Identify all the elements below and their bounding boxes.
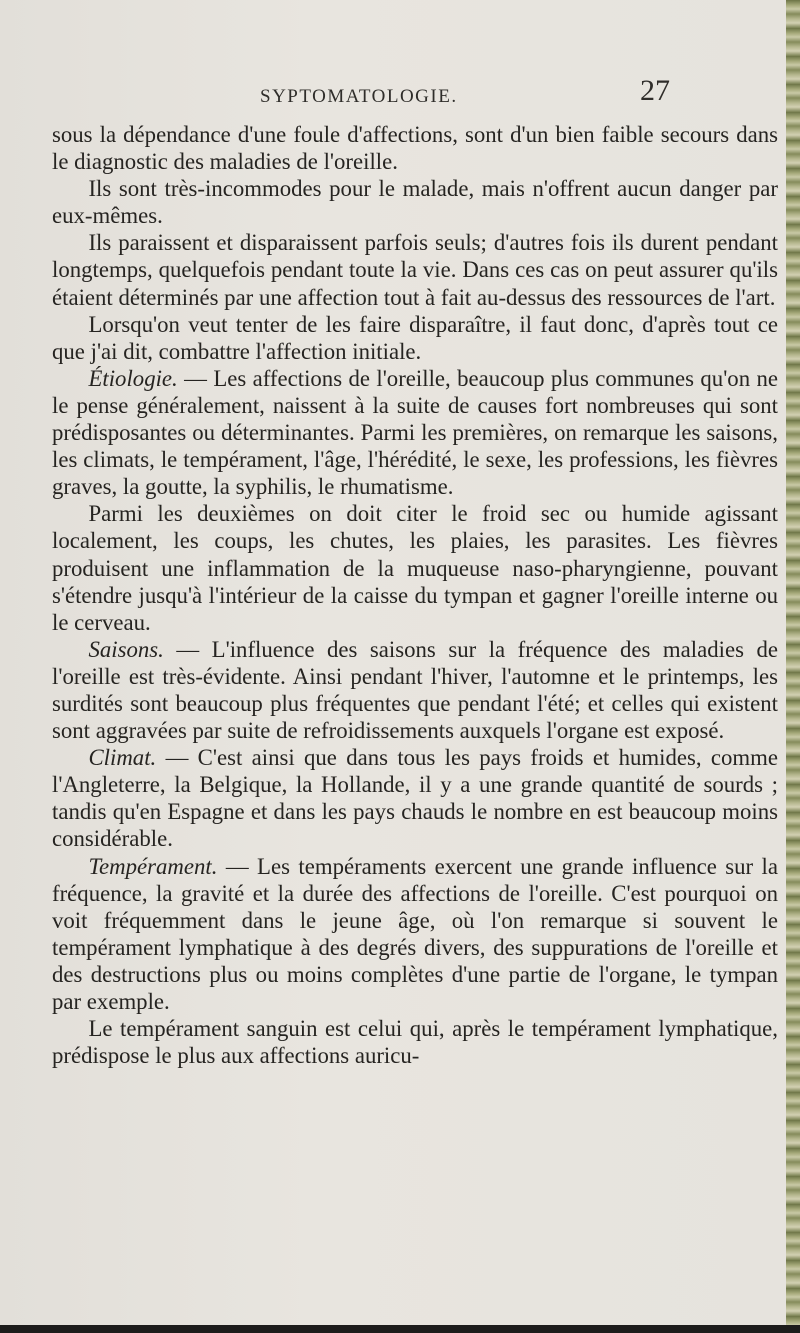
paragraph-3 (52, 229, 778, 310)
section-heading-climat: Climat. (88, 745, 157, 771)
paragraph-text: Parmi les deuxièmes on doit citer le froid sec ou humide agissant localement, les coups, les chutes, les plaies, les parasites. Les fièvres produisent une inflammation de la muqueuse naso-pharyngienne, pouvant s'étendre jusqu'à l'intérieur de la caisse du tympan et gagner l'oreille interne ou le cerveau. (52, 501, 778, 635)
paragraph-temperament (52, 853, 778, 1016)
paragraph-6 (52, 500, 778, 635)
paragraph-text: Ils paraissent et disparaissent parfois seuls; d'autres fois ils durent pendant longtemps, quelquefois pendant toute la vie. Dans ces cas on peut assurer qu'ils étaient déterminés par une affection tout à fait au-dessus des ressources de l'art. (52, 230, 778, 310)
section-heading-saisons: Saisons. (88, 636, 164, 662)
paragraph-text: Lorsqu'on veut tenter de les faire disparaître, il faut donc, d'après tout ce que j'ai dit, combattre l'affection initiale. (52, 311, 778, 364)
paragraph-1 (52, 121, 778, 175)
paragraph-saisons (52, 636, 778, 744)
paragraph-text: sous la dépendance d'une foule d'affections, sont d'un bien faible secours dans le diagnostic des maladies de l'oreille. (52, 122, 778, 175)
section-heading-temperament: Tempérament. (88, 853, 218, 879)
section-heading-etiologie: Étiologie. (88, 365, 178, 391)
paragraph-2 (52, 175, 778, 229)
paragraph-climat (52, 744, 778, 852)
body-text (52, 121, 778, 1069)
paragraph-text: — Les tempéraments exercent une grande influence sur la fréquence, la gravité et la durée des affections de l'oreille. C'est pourquoi on voit fréquemment dans le jeune âge, où l'on remarque si souvent le tempérament lymphatique à des degrés divers, des suppurations de l'oreille et des destructions plus ou moins complètes d'une partie de l'organe, le tympan par exemple. (52, 853, 778, 1014)
paragraph-4 (52, 311, 778, 365)
paragraph-text: Ils sont très-incommodes pour le malade, mais n'offrent aucun danger par eux-mêmes. (52, 176, 778, 229)
paragraph-etiologie (52, 365, 778, 500)
paragraph-text: Le tempérament sanguin est celui qui, après le tempérament lymphatique, prédispose le plus aux affections auricu- (52, 1016, 778, 1069)
paragraph-10 (52, 1015, 778, 1069)
bottom-rule (0, 1325, 800, 1333)
page-number: 27 (640, 74, 670, 107)
running-head: SYPTOMATOLOGIE. (260, 86, 458, 107)
paragraph-text: — L'influence des saisons sur la fréquence des maladies de l'oreille est très-évidente. Ainsi pendant l'hiver, l'automne et le printemps, les surdités sont beaucoup plus fréquentes que pendant l'été; et celles qui existent sont aggravées par suite de refroidissements auxquels l'organe est exposé. (52, 636, 778, 744)
paragraph-text: — Les affections de l'oreille, beaucoup plus communes qu'on ne le pense généralement, naissent à la suite de causes fort nombreuses qui sont prédisposantes ou déterminantes. Parmi les premières, on remarque les saisons, les climats, le tempérament, l'âge, l'hérédité, le sexe, les professions, les fièvres graves, la goutte, la syphilis, le rhumatisme. (52, 365, 778, 500)
book-edge (786, 0, 800, 1333)
paragraph-text: — C'est ainsi que dans tous les pays froids et humides, comme l'Angleterre, la Belgique, la Hollande, il y a une grande quantité de sourds ; tandis qu'en Espagne et dans les pays chauds le nombre en est beaucoup moins considérable. (52, 745, 778, 852)
